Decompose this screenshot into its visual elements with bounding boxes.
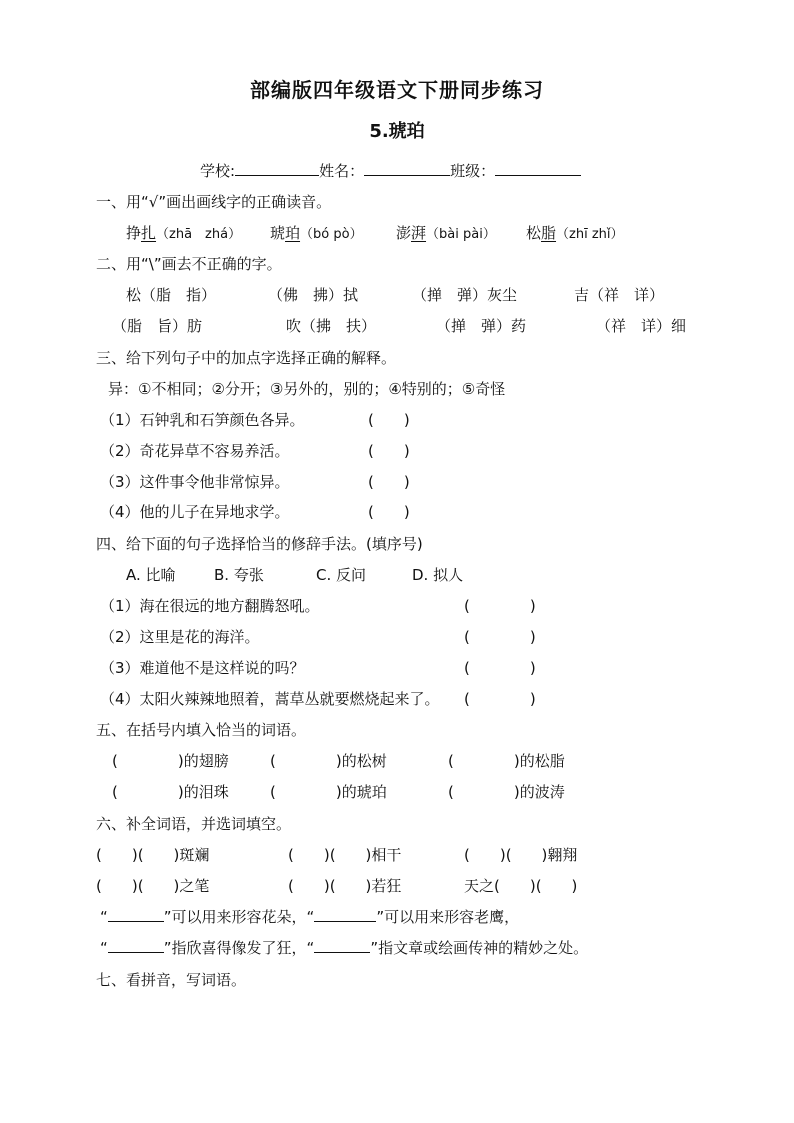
s4-question: （2）这里是花的海洋。 — [100, 628, 260, 646]
s6-blank[interactable]: ( )( )相干 — [288, 846, 402, 864]
s4-question: （3）难道他不是这样说的吗？ — [100, 659, 305, 677]
page-title: 部编版四年级语文下册同步练习 — [250, 78, 544, 102]
name-label: 姓名： — [319, 162, 365, 180]
class-blank[interactable] — [495, 161, 581, 176]
s6-blank[interactable]: ( )( )若狂 — [288, 877, 402, 895]
s3-question: （4）他的儿子在异地求学。 — [100, 503, 290, 521]
s1-item: 澎湃（bài pài） — [396, 224, 496, 242]
s4-question: （4）太阳火辣辣地照着，蒿草丛就要燃烧起来了。 — [100, 690, 440, 708]
fill-blank[interactable] — [314, 938, 370, 953]
student-info-line — [200, 161, 581, 181]
s6-fill-line-1: “ ”可以用来形容花朵，“ ”可以用来形容老鹰， — [100, 908, 520, 926]
section-2-heading: 二、用“\”画去不正确的字。 — [96, 255, 282, 273]
s4-question: （1）海在很远的地方翻腾怒吼。 — [100, 597, 320, 615]
section-5-heading: 五、在括号内填入恰当的词语。 — [96, 721, 307, 739]
school-label: 学校: — [200, 162, 236, 180]
s2-item: （祥 详）细 — [596, 317, 687, 335]
s3-answer-paren[interactable]: ( ) — [368, 473, 410, 491]
s3-question: （3）这件事令他非常惊异。 — [100, 473, 290, 491]
fill-blank[interactable] — [314, 907, 376, 922]
section-4-heading: 四、给下面的句子选择恰当的修辞手法。(填序号) — [96, 535, 423, 553]
s6-blank: 天之( )( ) — [464, 877, 578, 895]
school-blank[interactable] — [235, 161, 319, 176]
s4-answer-paren[interactable]: ( ) — [464, 690, 536, 708]
section-3-heading: 三、给下列句子中的加点字选择正确的解释。 — [96, 349, 397, 367]
s5-blank[interactable]: ( )的波涛 — [448, 783, 565, 801]
lesson-title: 5.琥珀 — [369, 121, 425, 142]
section-6-heading: 六、补全词语，并选词填空。 — [96, 815, 292, 833]
s4-option: B. 夸张 — [214, 566, 264, 584]
s4-option: C. 反问 — [316, 566, 367, 584]
class-label: 班级： — [450, 162, 496, 180]
s5-blank[interactable]: ( )的泪珠 — [112, 783, 229, 801]
s2-item: （佛 拂）拭 — [268, 286, 359, 304]
section-7-heading: 七、看拼音，写词语。 — [96, 971, 247, 989]
s6-fill-line-2: “ ”指欣喜得像发了狂，“ ”指文章或绘画传神的精妙之处。 — [100, 939, 589, 957]
name-blank[interactable] — [364, 161, 450, 176]
s3-answer-paren[interactable]: ( ) — [368, 411, 410, 429]
s4-answer-paren[interactable]: ( ) — [464, 628, 536, 646]
s4-option: D. 拟人 — [412, 566, 464, 584]
s1-item: 松脂（zhī zhǐ） — [526, 224, 624, 242]
s4-option: A. 比喻 — [126, 566, 176, 584]
s3-question: （1）石钟乳和石笋颜色各异。 — [100, 411, 305, 429]
s5-blank[interactable]: ( )的松脂 — [448, 752, 565, 770]
s3-answer-paren[interactable]: ( ) — [368, 503, 410, 521]
s2-item: （脂 旨）肪 — [112, 317, 203, 335]
s5-blank[interactable]: ( )的松树 — [270, 752, 387, 770]
s5-blank[interactable]: ( )的翅膀 — [112, 752, 229, 770]
s4-answer-paren[interactable]: ( ) — [464, 659, 536, 677]
s1-item: 琥珀（bó pò） — [270, 224, 363, 242]
fill-blank[interactable] — [108, 907, 164, 922]
s2-item: 吉（祥 详） — [574, 286, 665, 304]
s5-blank[interactable]: ( )的琥珀 — [270, 783, 387, 801]
s4-answer-paren[interactable]: ( ) — [464, 597, 536, 615]
s2-item: （掸 弹）灰尘 — [412, 286, 518, 304]
s2-item: 吹（拂 扶） — [286, 317, 377, 335]
s3-question: （2）奇花异草不容易养活。 — [100, 442, 290, 460]
s2-item: 松（脂 指） — [126, 286, 217, 304]
s6-blank[interactable]: ( )( )翱翔 — [464, 846, 578, 864]
s1-item: 挣扎（zhā zhá） — [126, 224, 242, 242]
s3-meanings: 异：①不相同；②分开；③另外的，别的；④特别的；⑤奇怪 — [108, 380, 506, 398]
s2-item: （掸 弹）药 — [436, 317, 527, 335]
s6-blank[interactable]: ( )( )之笔 — [96, 877, 210, 895]
fill-blank[interactable] — [108, 938, 164, 953]
s3-answer-paren[interactable]: ( ) — [368, 442, 410, 460]
section-1-heading: 一、用“√”画出画线字的正确读音。 — [96, 193, 332, 211]
s6-blank[interactable]: ( )( )斑斓 — [96, 846, 210, 864]
